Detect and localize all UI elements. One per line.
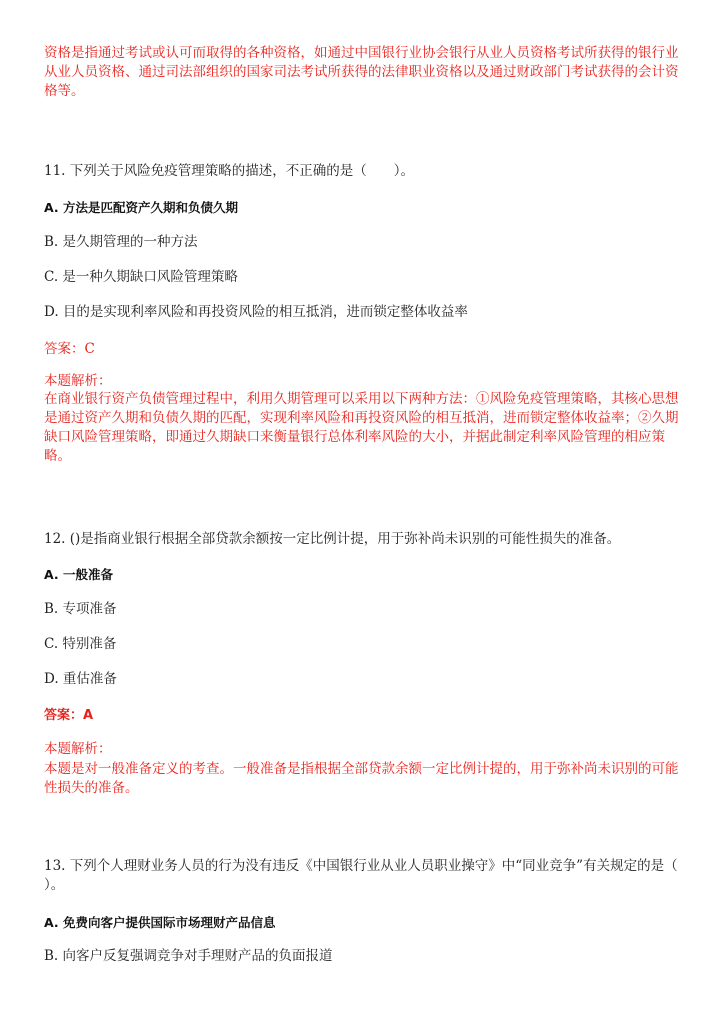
q11-analysis: 在商业银行资产负债管理过程中，利用久期管理可以采用以下两种方法：①风险免疫管理策略，其核心思想是通过资产久期和负债久期的匹配，实现利率风险和再投资风险的相互抵消，进而锁定整体收益率；②久期缺口风险管理策略，即通过久期缺口来衡量银行总体利率风险的大小，并据此制定利率风险管理的相应策略。: [44, 391, 679, 464]
question-11: 11. 下列关于风险免疫管理策略的描述，不正确的是（ ）。: [44, 163, 415, 179]
question-13: 13. 下列个人理财业务人员的行为没有违反《中国银行业从业人员职业操守》中“同业竞争”有关规定的是（ ）。: [44, 858, 678, 893]
q11-analysis-label: 本题解析：: [44, 373, 112, 389]
q11-option-b: B. 是久期管理的一种方法: [44, 234, 198, 250]
q11-option-d: D. 目的是实现利率风险和再投资风险的相互抵消，进而锁定整体收益率: [44, 304, 468, 320]
q12-option-a: A. 一般准备: [44, 567, 114, 582]
q13-option-a: A. 免费向客户提供国际市场理财产品信息: [44, 915, 276, 930]
intro-text: 资格是指通过考试或认可而取得的各种资格，如通过中国银行业协会银行从业人员资格考试所获得的银行业从业人员资格、通过司法部组织的国家司法考试所获得的法律职业资格以及通过财政部门考试获得的会计资格等。: [44, 45, 679, 99]
q12-answer: 答案：A: [44, 708, 94, 723]
q12-option-d: D. 重估准备: [44, 671, 117, 687]
q13-option-b: B. 向客户反复强调竞争对手理财产品的负面报道: [44, 948, 333, 964]
q11-option-a: A. 方法是匹配资产久期和负债久期: [44, 200, 239, 215]
question-12: 12. ()是指商业银行根据全部贷款余额按一定比例计提，用于弥补尚未识别的可能性损失的准备。: [44, 531, 621, 547]
q11-option-c: C. 是一种久期缺口风险管理策略: [44, 269, 238, 285]
q12-option-b: B. 专项准备: [44, 601, 117, 617]
q11-answer: 答案：C: [44, 341, 95, 357]
q12-analysis-label: 本题解析：: [44, 741, 112, 757]
q12-analysis: 本题是对一般准备定义的考查。一般准备是指根据全部贷款余额一定比例计提的，用于弥补尚未识别的可能性损失的准备。: [44, 761, 679, 796]
q12-option-c: C. 特别准备: [44, 636, 117, 652]
